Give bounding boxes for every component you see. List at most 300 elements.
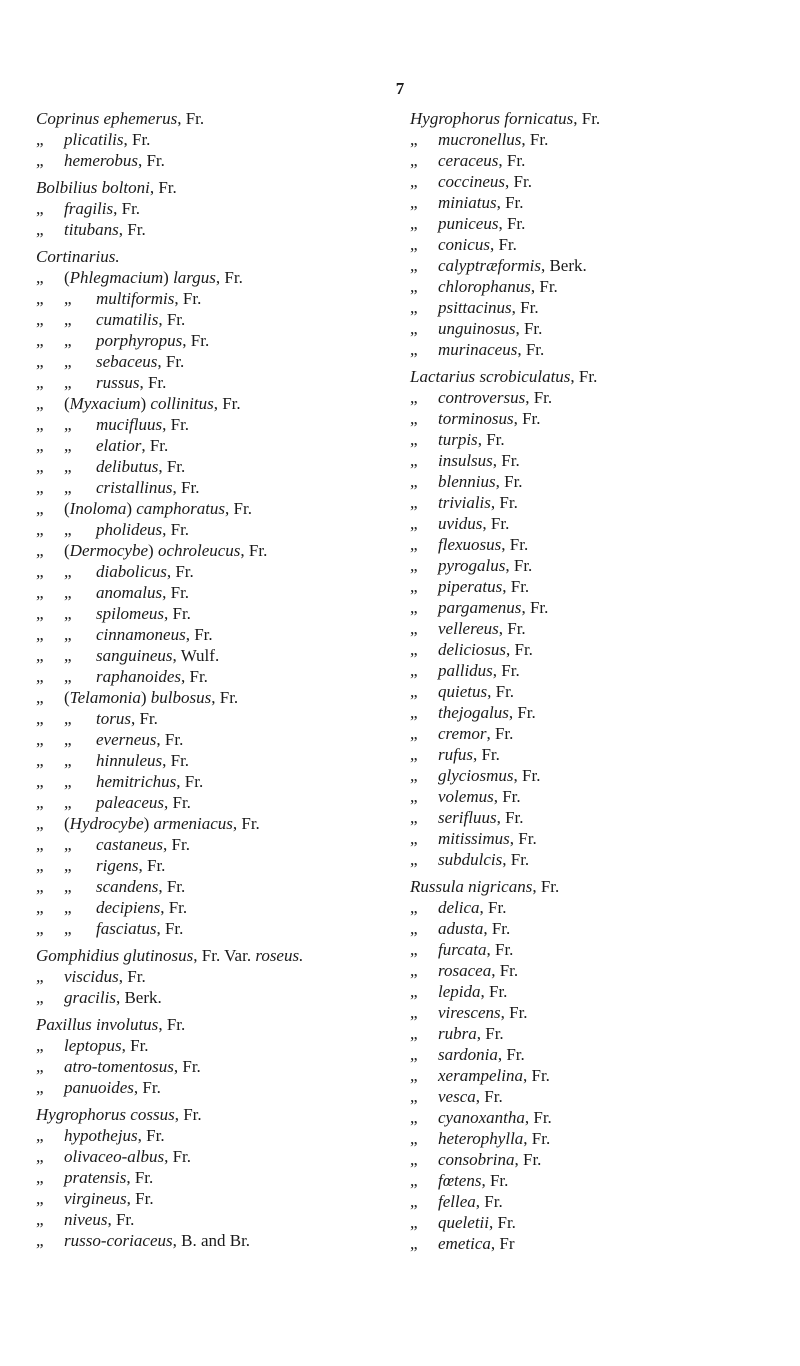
subgenus: (Phlegmacium) xyxy=(64,268,174,287)
species-epithet: mitissimus xyxy=(438,829,510,848)
species-epithet: virescens xyxy=(438,1003,501,1022)
species-epithet: psittacinus xyxy=(438,298,512,317)
ditto-mark: „ xyxy=(64,457,72,476)
ditto-mark: „ xyxy=(36,541,44,560)
species-line xyxy=(410,492,790,513)
ditto-mark: „ xyxy=(410,808,418,827)
author: , Fr. xyxy=(513,766,541,785)
species-line xyxy=(410,450,790,471)
species-epithet: furcata xyxy=(438,940,487,959)
species-line xyxy=(36,1146,396,1167)
species-epithet: russus xyxy=(96,373,140,392)
ditto-mark: „ xyxy=(64,919,72,938)
ditto-mark: „ xyxy=(410,577,418,596)
ditto-mark: „ xyxy=(36,877,44,896)
species-epithet: atro-tomentosus xyxy=(64,1057,174,1076)
author: , Fr. xyxy=(107,1210,135,1229)
species-line xyxy=(410,471,790,492)
author: , Fr. xyxy=(121,1036,149,1055)
species-epithet: bulbosus xyxy=(150,688,212,707)
species-epithet: delica xyxy=(438,898,480,917)
ditto-mark: „ xyxy=(64,835,72,854)
genus-name: Bolbilius xyxy=(36,178,102,197)
species-line xyxy=(410,192,790,213)
species-epithet: turpis xyxy=(438,430,478,449)
species-epithet: puniceus xyxy=(438,214,499,233)
species-epithet: xerampelina xyxy=(438,1066,523,1085)
species-line xyxy=(410,828,790,849)
species-line xyxy=(410,786,790,807)
subgenus-name: Dermocybe xyxy=(69,541,149,560)
species-epithet: flexuosus xyxy=(438,535,502,554)
species-line xyxy=(36,372,396,393)
ditto-mark: „ xyxy=(410,388,418,407)
species-epithet: emetica xyxy=(438,1234,491,1253)
species-epithet: cristallinus xyxy=(96,478,173,497)
species-epithet: murinaceus xyxy=(438,340,518,359)
species-line xyxy=(36,834,396,855)
species-epithet: titubans xyxy=(64,220,119,239)
species-line xyxy=(36,540,396,561)
author: , Fr. xyxy=(162,583,190,602)
author: , Fr. xyxy=(530,277,558,296)
genus-line xyxy=(410,876,790,897)
species-epithet: sanguineus xyxy=(96,646,173,665)
subgenus-name: Telamonia xyxy=(69,688,141,707)
species-epithet: largus xyxy=(173,268,216,287)
species-line xyxy=(36,729,396,750)
species-epithet: castaneus xyxy=(96,835,164,854)
ditto-mark: „ xyxy=(410,619,418,638)
species-line xyxy=(36,393,396,414)
ditto-mark: „ xyxy=(36,772,44,791)
author: , Fr. xyxy=(137,151,165,170)
ditto-mark: „ xyxy=(410,151,418,170)
species-line xyxy=(410,1044,790,1065)
species-epithet: viscidus xyxy=(64,967,119,986)
ditto-mark: „ xyxy=(36,856,44,875)
species-line xyxy=(410,234,790,255)
ditto-mark: „ xyxy=(36,1168,44,1187)
species-epithet: hypothejus xyxy=(64,1126,138,1145)
author: , Fr. xyxy=(481,1171,509,1190)
ditto-mark: „ xyxy=(410,298,418,317)
species-epithet: cremor xyxy=(438,724,487,743)
author: , Fr. xyxy=(486,724,514,743)
species-epithet: quietus xyxy=(438,682,488,701)
author: , Fr. xyxy=(163,835,190,854)
author: , Fr. xyxy=(502,577,530,596)
ditto-mark: „ xyxy=(64,436,72,455)
author: , Fr. xyxy=(498,214,526,233)
species-epithet: leptopus xyxy=(64,1036,122,1055)
species-epithet: deliciosus xyxy=(438,640,506,659)
species-epithet: cinnamoneus xyxy=(96,625,186,644)
author: , Fr. xyxy=(513,409,541,428)
ditto-mark: „ xyxy=(36,709,44,728)
species-epithet: calyptræformis xyxy=(438,256,541,275)
author: , Fr. xyxy=(232,814,260,833)
species-epithet: collinitus xyxy=(150,394,214,413)
species-epithet: paleaceus xyxy=(96,793,164,812)
author: , Fr. xyxy=(496,808,524,827)
ditto-mark: „ xyxy=(410,451,418,470)
species-line xyxy=(36,645,396,666)
species-epithet: fasciatus xyxy=(96,919,157,938)
author: , Fr. xyxy=(505,172,532,191)
species-line xyxy=(36,897,396,918)
author: , Fr. xyxy=(532,877,560,896)
species-line xyxy=(36,918,396,939)
species-epithet: pratensis xyxy=(64,1168,127,1187)
author: , Fr. xyxy=(113,199,141,218)
author: , Fr. xyxy=(475,1192,503,1211)
species-line xyxy=(36,708,396,729)
author: , Fr. xyxy=(164,604,191,623)
species-line xyxy=(36,1056,396,1077)
ditto-mark: „ xyxy=(410,277,418,296)
ditto-mark: „ xyxy=(36,394,44,413)
species-line xyxy=(36,498,396,519)
ditto-mark: „ xyxy=(36,1078,44,1097)
author: , Fr. xyxy=(126,1168,154,1187)
species-epithet: rufus xyxy=(438,745,473,764)
genus-name: Gomphidius xyxy=(36,946,124,965)
author: , Fr. xyxy=(506,640,533,659)
ditto-mark: „ xyxy=(410,319,418,338)
species-line xyxy=(36,456,396,477)
species-epithet: hemerobus xyxy=(64,151,138,170)
species-line xyxy=(410,1107,790,1128)
species-line xyxy=(410,1065,790,1086)
species-epithet: elatior xyxy=(96,436,142,455)
ditto-mark: „ xyxy=(410,130,418,149)
species-line xyxy=(36,288,396,309)
author: , Fr. xyxy=(130,709,158,728)
genus-name: Hygrophorus xyxy=(410,109,505,128)
genus-line xyxy=(410,108,790,129)
author: , Wulf. xyxy=(172,646,220,665)
species-line xyxy=(410,660,790,681)
species-epithet: porphyropus xyxy=(96,331,183,350)
author: , Fr. xyxy=(480,982,508,1001)
ditto-mark: „ xyxy=(36,220,44,239)
species-line xyxy=(410,960,790,981)
ditto-mark: „ xyxy=(64,310,72,329)
ditto-mark: „ xyxy=(64,562,72,581)
species-epithet: pyrogalus xyxy=(438,556,506,575)
species-line xyxy=(410,1128,790,1149)
species-epithet: trivialis xyxy=(438,493,491,512)
species-line xyxy=(36,750,396,771)
ditto-mark: „ xyxy=(410,787,418,806)
species-epithet: niveus xyxy=(64,1210,108,1229)
ditto-mark: „ xyxy=(64,478,72,497)
species-line xyxy=(410,1191,790,1212)
species-epithet: conicus xyxy=(438,235,490,254)
ditto-mark: „ xyxy=(64,877,72,896)
ditto-mark: „ xyxy=(36,898,44,917)
species-epithet: anomalus xyxy=(96,583,163,602)
species-epithet: chlorophanus xyxy=(438,277,531,296)
author: , Fr. xyxy=(508,703,536,722)
species-line xyxy=(36,1125,396,1146)
author: , Fr. xyxy=(492,661,520,680)
species-line xyxy=(410,1023,790,1044)
ditto-mark: „ xyxy=(36,835,44,854)
author: , Fr. xyxy=(492,451,520,470)
ditto-mark: „ xyxy=(410,235,418,254)
author: , Fr. xyxy=(163,793,191,812)
ditto-mark: „ xyxy=(410,409,418,428)
genus-name: Paxillus xyxy=(36,1015,96,1034)
author: , Fr. xyxy=(176,772,204,791)
subgenus-name: Phlegmacium xyxy=(69,268,164,287)
ditto-mark: „ xyxy=(410,193,418,212)
author: , Fr. xyxy=(496,193,524,212)
right-column xyxy=(410,108,790,1260)
author: , Berk. xyxy=(115,988,162,1007)
ditto-mark: „ xyxy=(36,310,44,329)
ditto-mark: „ xyxy=(64,289,72,308)
genus-name: Coprinus xyxy=(36,109,104,128)
species-epithet: subdulcis xyxy=(438,850,503,869)
species-line xyxy=(36,435,396,456)
left-column xyxy=(36,108,396,1257)
ditto-mark: „ xyxy=(410,745,418,764)
author: , Fr. xyxy=(500,1003,528,1022)
species-epithet: thejogalus xyxy=(438,703,509,722)
species-line xyxy=(36,1188,396,1209)
species-epithet: serifluus xyxy=(438,808,497,827)
ditto-mark: „ xyxy=(410,982,418,1001)
ditto-mark: „ xyxy=(36,373,44,392)
species-epithet: scrobiculatus xyxy=(479,367,571,386)
author: , Fr. xyxy=(164,1147,192,1166)
species-epithet: fellea xyxy=(438,1192,476,1211)
species-epithet: vellereus xyxy=(438,619,499,638)
species-line xyxy=(36,603,396,624)
ditto-mark: „ xyxy=(410,535,418,554)
genus-section xyxy=(36,177,396,240)
author: , Fr. xyxy=(487,682,515,701)
species-epithet: pholideus xyxy=(96,520,163,539)
ditto-mark: „ xyxy=(64,709,72,728)
author: , Fr. xyxy=(488,1213,516,1232)
species-line xyxy=(36,1167,396,1188)
author: , Fr. xyxy=(133,1078,161,1097)
author: , Fr. xyxy=(149,178,177,197)
subgenus: (Inoloma) xyxy=(64,499,137,518)
genus-line xyxy=(36,945,396,966)
author: , Fr. xyxy=(522,1066,550,1085)
species-line xyxy=(36,219,396,240)
author: , Fr. xyxy=(482,514,510,533)
species-line xyxy=(410,339,790,360)
species-epithet: fornicatus xyxy=(504,109,574,128)
species-line xyxy=(410,1212,790,1233)
ditto-mark: „ xyxy=(36,478,44,497)
author: , Fr. xyxy=(505,556,533,575)
author: , Fr. xyxy=(158,310,186,329)
species-epithet: ceraceus xyxy=(438,151,499,170)
author: , Fr. xyxy=(570,367,598,386)
variety: roseus. xyxy=(255,946,304,965)
species-line xyxy=(410,387,790,408)
ditto-mark: „ xyxy=(410,940,418,959)
species-epithet: cumatilis xyxy=(96,310,159,329)
author: , Fr. xyxy=(511,298,539,317)
ditto-mark: „ xyxy=(410,514,418,533)
author: , Fr. xyxy=(158,1015,186,1034)
ditto-mark: „ xyxy=(410,430,418,449)
author: , Fr. xyxy=(118,967,146,986)
ditto-mark: „ xyxy=(36,919,44,938)
ditto-mark: „ xyxy=(64,751,72,770)
genus-line xyxy=(410,366,790,387)
species-line xyxy=(410,555,790,576)
ditto-mark: „ xyxy=(410,1024,418,1043)
species-line xyxy=(410,1149,790,1170)
ditto-mark: „ xyxy=(64,625,72,644)
species-epithet: involutus xyxy=(95,1015,159,1034)
subgenus: (Telamonia) xyxy=(64,688,151,707)
species-line xyxy=(410,513,790,534)
species-epithet: hemitrichus xyxy=(96,772,177,791)
species-line xyxy=(410,297,790,318)
author: , Fr. xyxy=(213,394,241,413)
author: , Fr. xyxy=(523,1129,551,1148)
author: , Fr. xyxy=(486,940,514,959)
author: , Fr. xyxy=(240,541,268,560)
author: , Fr. xyxy=(573,109,601,128)
ditto-mark: „ xyxy=(64,604,72,623)
ditto-mark: „ xyxy=(410,1087,418,1106)
ditto-mark: „ xyxy=(64,331,72,350)
ditto-mark: „ xyxy=(36,352,44,371)
species-epithet: insulsus xyxy=(438,451,493,470)
species-line xyxy=(36,1077,396,1098)
ditto-mark: „ xyxy=(36,583,44,602)
subgenus-name: Hydrocybe xyxy=(69,814,144,833)
page-number: 7 xyxy=(395,79,405,98)
ditto-mark: „ xyxy=(36,688,44,707)
author: , Fr. xyxy=(172,478,200,497)
author: , Fr. xyxy=(123,130,151,149)
ditto-mark: „ xyxy=(36,499,44,518)
species-line xyxy=(410,1002,790,1023)
author: , Fr. xyxy=(491,961,519,980)
ditto-mark: „ xyxy=(36,814,44,833)
author: , Fr. xyxy=(156,730,184,749)
author: , Fr. xyxy=(162,520,190,539)
ditto-mark: „ xyxy=(64,730,72,749)
species-line xyxy=(410,129,790,150)
subgenus: (Dermocybe) xyxy=(64,541,158,560)
ditto-mark: „ xyxy=(36,457,44,476)
species-epithet: rigens xyxy=(96,856,139,875)
ditto-mark: „ xyxy=(410,256,418,275)
ditto-mark: „ xyxy=(64,415,72,434)
author: , Fr. Var. xyxy=(193,946,256,965)
ditto-mark: „ xyxy=(36,988,44,1007)
species-epithet: lepida xyxy=(438,982,481,1001)
author: , Fr. xyxy=(521,130,549,149)
species-line xyxy=(36,966,396,987)
author: , Fr xyxy=(490,1234,515,1253)
author: , Fr. xyxy=(490,493,518,512)
species-epithet: queletii xyxy=(438,1213,489,1232)
ditto-mark: „ xyxy=(410,1171,418,1190)
ditto-mark: „ xyxy=(64,583,72,602)
author: , Fr. xyxy=(166,562,194,581)
species-line xyxy=(36,666,396,687)
genus-section xyxy=(36,945,396,1008)
author: , Fr. xyxy=(173,1057,201,1076)
genus-section xyxy=(410,108,790,360)
ditto-mark: „ xyxy=(410,340,418,359)
ditto-mark: „ xyxy=(36,415,44,434)
ditto-mark: „ xyxy=(36,625,44,644)
species-epithet: sebaceus xyxy=(96,352,158,371)
species-line xyxy=(36,150,396,171)
ditto-mark: „ xyxy=(410,724,418,743)
author: , B. and Br. xyxy=(172,1231,251,1250)
species-line xyxy=(410,681,790,702)
ditto-mark: „ xyxy=(410,661,418,680)
species-line xyxy=(36,561,396,582)
author: , Fr. xyxy=(476,1024,504,1043)
species-epithet: russo-coriaceus xyxy=(64,1231,173,1250)
species-line xyxy=(36,519,396,540)
species-epithet: vesca xyxy=(438,1087,476,1106)
ditto-mark: „ xyxy=(36,562,44,581)
ditto-mark: „ xyxy=(410,703,418,722)
ditto-mark: „ xyxy=(36,268,44,287)
ditto-mark: „ xyxy=(410,1003,418,1022)
ditto-mark: „ xyxy=(410,493,418,512)
ditto-mark: „ xyxy=(410,919,418,938)
species-line xyxy=(36,771,396,792)
species-line xyxy=(410,1233,790,1254)
species-line xyxy=(36,477,396,498)
ditto-mark: „ xyxy=(410,1108,418,1127)
species-line xyxy=(410,1086,790,1107)
author: , Fr. xyxy=(141,436,169,455)
ditto-mark: „ xyxy=(36,1147,44,1166)
ditto-mark: „ xyxy=(410,640,418,659)
species-epithet: pallidus xyxy=(438,661,493,680)
author: , Fr. xyxy=(158,877,186,896)
genus-section xyxy=(36,108,396,171)
ditto-mark: „ xyxy=(36,646,44,665)
author: , Fr. xyxy=(477,430,505,449)
species-epithet: gracilis xyxy=(64,988,116,1007)
ditto-mark: „ xyxy=(36,751,44,770)
species-line xyxy=(410,639,790,660)
species-line xyxy=(36,792,396,813)
ditto-mark: „ xyxy=(64,667,72,686)
ditto-mark: „ xyxy=(36,1126,44,1145)
species-epithet: ephemerus xyxy=(103,109,178,128)
author: , Fr. xyxy=(162,751,190,770)
ditto-mark: „ xyxy=(64,772,72,791)
ditto-mark: „ xyxy=(64,793,72,812)
ditto-mark: „ xyxy=(410,898,418,917)
species-epithet: adusta xyxy=(438,919,484,938)
genus-line xyxy=(36,1014,396,1035)
author: , Fr. xyxy=(225,499,252,518)
